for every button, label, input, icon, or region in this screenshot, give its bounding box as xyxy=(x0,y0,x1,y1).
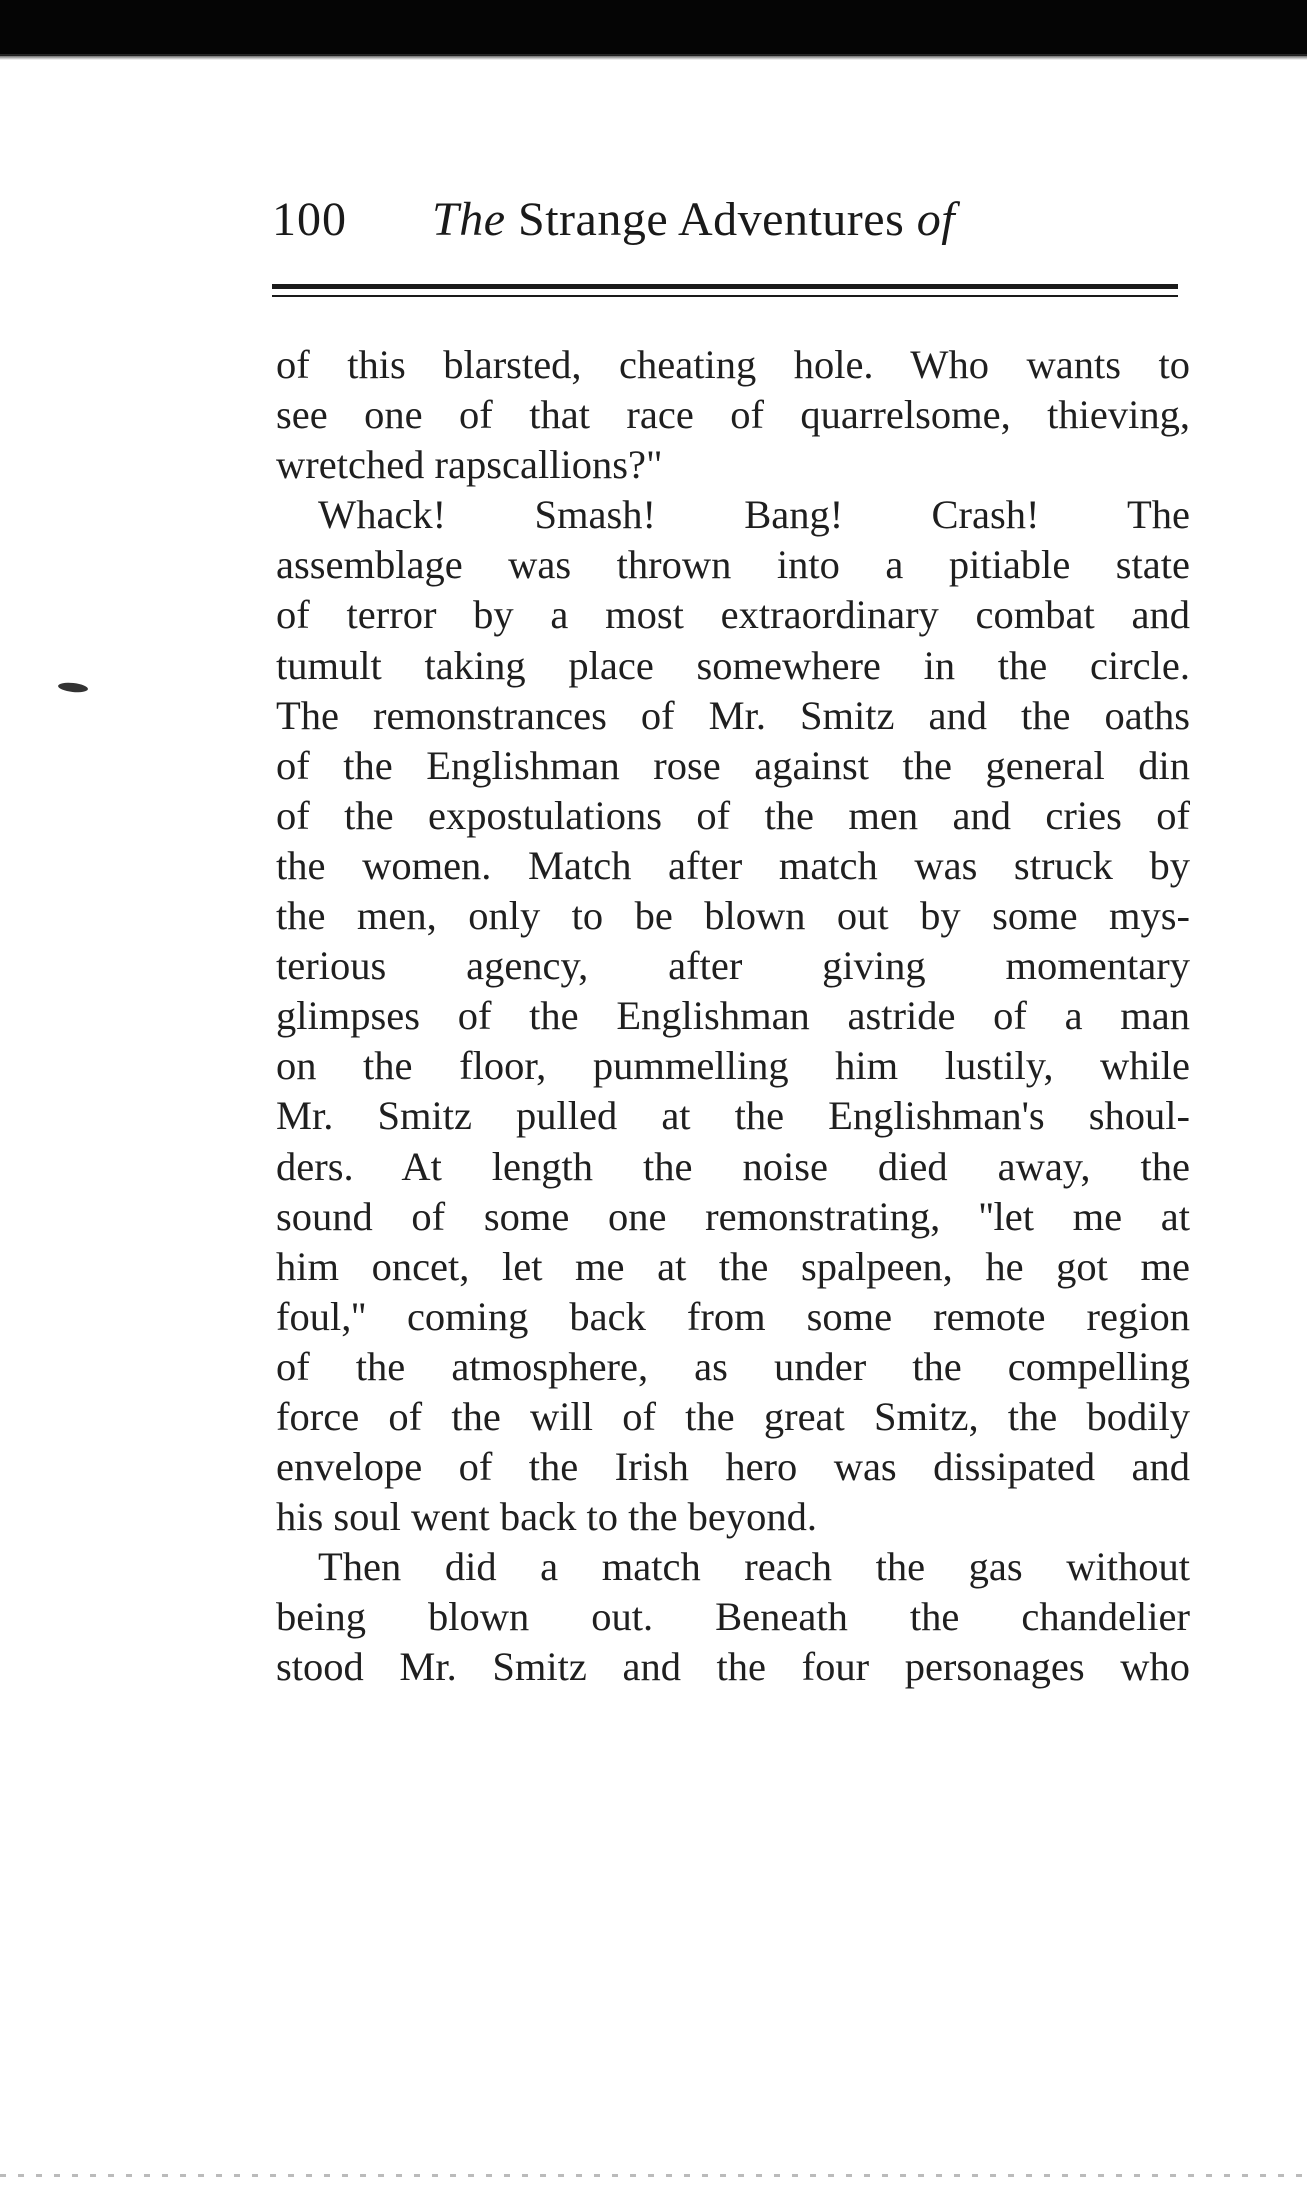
text-line: stood Mr. Smitz and the four personages who xyxy=(276,1644,1190,1690)
text-line: assemblage was thrown into a pitiable state xyxy=(276,542,1190,588)
header-rule-thin xyxy=(272,295,1178,297)
running-head xyxy=(272,190,1172,250)
scan-top-border xyxy=(0,0,1307,56)
text-line: of the atmosphere, as under the compelling xyxy=(276,1343,1190,1389)
running-title xyxy=(432,190,955,250)
text-line: of the Englishman rose against the general din xyxy=(276,742,1190,788)
text-line: ders. At length the noise died away, the xyxy=(276,1143,1190,1189)
text-line: him oncet, let me at the spalpeen, he got me xyxy=(276,1243,1190,1289)
scan-top-border-edge xyxy=(0,54,1307,60)
text-line: foul,'' coming back from some remote region xyxy=(276,1293,1190,1339)
page-number: 100 xyxy=(272,193,347,246)
text-line: glimpses of the Englishman astride of a man xyxy=(276,993,1190,1039)
header-rule-thick xyxy=(272,284,1178,289)
text-line: tumult taking place somewhere in the circle. xyxy=(276,642,1190,688)
text-line: his soul went back to the beyond. xyxy=(276,1494,818,1540)
text-line: the women. Match after match was struck by xyxy=(276,842,1190,888)
running-title-main: Strange Adventures xyxy=(518,193,905,246)
text-line: envelope of the Irish hero was dissipated and xyxy=(276,1444,1190,1490)
text-line: sound of some one remonstrating, ''let me at xyxy=(276,1193,1190,1239)
text-line: Whack! Smash! Bang! Crash! The xyxy=(318,492,1190,538)
margin-ink-mark xyxy=(58,681,89,693)
text-line: the men, only to be blown out by some mys- xyxy=(276,893,1190,939)
text-line: Mr. Smitz pulled at the Englishman's shoul- xyxy=(276,1093,1190,1139)
text-line: terious agency, after giving momentary xyxy=(276,943,1190,989)
text-line: being blown out. Beneath the chandelier xyxy=(276,1594,1190,1640)
body-text xyxy=(276,340,1190,1693)
text-line: see one of that race of quarrelsome, thieving, xyxy=(276,392,1190,438)
running-title-of: of xyxy=(916,193,956,246)
scan-bottom-specks xyxy=(0,2174,1307,2177)
text-line: on the floor, pummelling him lustily, while xyxy=(276,1043,1190,1089)
text-line: of this blarsted, cheating hole. Who wants to xyxy=(276,342,1190,387)
text-line: force of the will of the great Smitz, the bodily xyxy=(276,1393,1190,1439)
text-line: of the expostulations of the men and cries of xyxy=(276,792,1190,838)
text-line: The remonstrances of Mr. Smitz and the oaths xyxy=(276,692,1190,738)
text-line: wretched rapscallions?" xyxy=(276,442,663,488)
running-title-the: The xyxy=(432,193,506,246)
text-line: Then did a match reach the gas without xyxy=(318,1544,1190,1590)
text-line: of terror by a most extraordinary combat and xyxy=(276,592,1190,638)
